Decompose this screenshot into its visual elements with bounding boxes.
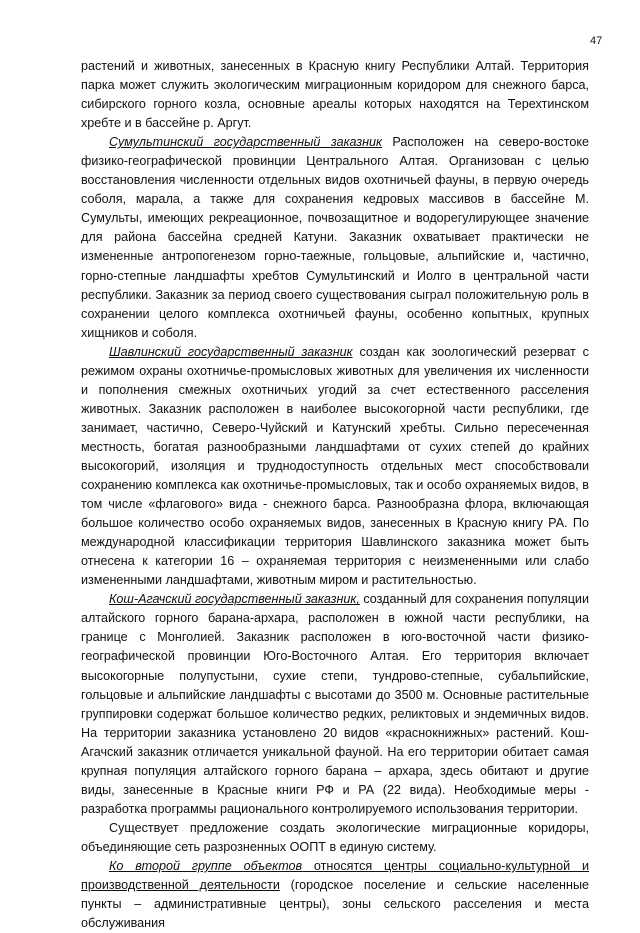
page-number: 47 — [590, 35, 603, 47]
paragraph-text: Расположен на северо-востоке физико-географической провинции Центрального Алтая. Организован с целью восстановления численности отдельных видов охотничьей фауны, в первую очередь соболя, марала, а также для сохранения кедровых массивов в бассейне М. Сумульты, имеющих рекреационное, почвозащитное и водорегулирующее значение для района бассейна средней Катуни. Заказник охватывает практически не измененные антропогенезом горно-таежные, гольцовые, альпийские и, частично, горно-степные ландшафты хребтов Сумультинский и Иолго в центральной части республики. Заказник за период своего существования сыграл положительную роль в сохранении целого комплекса охотничьей фауны, особенно копытных, крупных хищников и соболя. — [81, 135, 589, 340]
paragraph-text: (городское поселение и сельские населенные пункты – административные центры), зоны сельского расселения и места обслуживания — [81, 878, 589, 931]
paragraph-kosh-agach-reserve — [81, 590, 589, 819]
paragraph-text: Существует предложение создать экологические миграционные коридоры, объединяющие сеть разрозненных ООПТ в единую систему. — [81, 820, 589, 854]
paragraph-text: растений и животных, занесенных в Красную книгу Республики Алтай. Территория парка может служить экологическим миграционным коридором для снежного барса, сибирского горного козла, основные ареалы которых находятся на Терехтинском хребте и в бассейне р. Аргут. — [81, 59, 589, 131]
reserve-title-kosh-agach: Кош-Агачский государственный заказник, — [109, 592, 360, 607]
second-group-heading: Ко второй группе объектов — [109, 858, 303, 873]
reserve-title-sumulta: Сумультинский государственный заказник — [109, 135, 382, 150]
paragraph-text: создан как зоологический резерват с режимом охраны охотничье-промысловых животных для увеличения их численности и пополнения смежных охотничьих угодий за счет естественного расселения животных. Заказник расположен в наиболее высокогорной части республики, где занимает, частично, Северо-Чуйский и Катунский хребты. Сильно пересеченная местность, богатая разнообразными ландшафтами от сухих степей до крайних высокогорий, изоляция и труднодоступность отдельных мест способствовали сохранению комплекса как охотничье-промысловых, так и особо охраняемых видов, в том числе «флагового» вида - снежного барса. Разнообразна флора, включающая большое количество особо охраняемых видов, занесенных в Красную книгу РА. По международной классификации территория Шавлинского заказника может быть отнесена к категории 16 – охраняемая территория с неизмененными или слабо измененными ландшафтами, животным миром и растительностью. — [81, 344, 589, 588]
paragraph-text: созданный для сохранения популяции алтайского горного барана-архара, расположен в южной части республики, на границе с Монголией. Заказник расположен в юго-восточной части физико-географической провинции Юго-Восточного Алтая. Его территория включает высокогорные полупустыни, сухие степи, тундрово-степные, субальпийские, гольцовые и альпийские ландшафты с высотами до 3500 м. Основные растительные группировки содержат большое количество редких, реликтовых и эндемичных видов. На территории заказника установлено 20 видов «краснокнижных» растений. Кош-Агачский заказник отличается уникальной фауной. На его территории обитает самая крупная популяция алтайского горного барана – архара, здесь обитают и другие виды, занесенные в Красные книги РФ и РА (22 вида). Необходимые меры - разработка программы рационального контролируемого использования территории. — [81, 592, 589, 816]
paragraph-park-corridor — [81, 57, 589, 133]
second-group-centers: относятся центры социально-культурной и производственной деятельности — [81, 858, 589, 893]
paragraph-shavla-reserve — [81, 343, 589, 591]
reserve-title-shavla: Шавлинский государственный заказник — [109, 344, 353, 359]
paragraph-migration-corridors — [81, 819, 589, 857]
document-body — [81, 57, 589, 933]
paragraph-second-group — [81, 857, 589, 933]
paragraph-sumulta-reserve — [81, 133, 589, 343]
